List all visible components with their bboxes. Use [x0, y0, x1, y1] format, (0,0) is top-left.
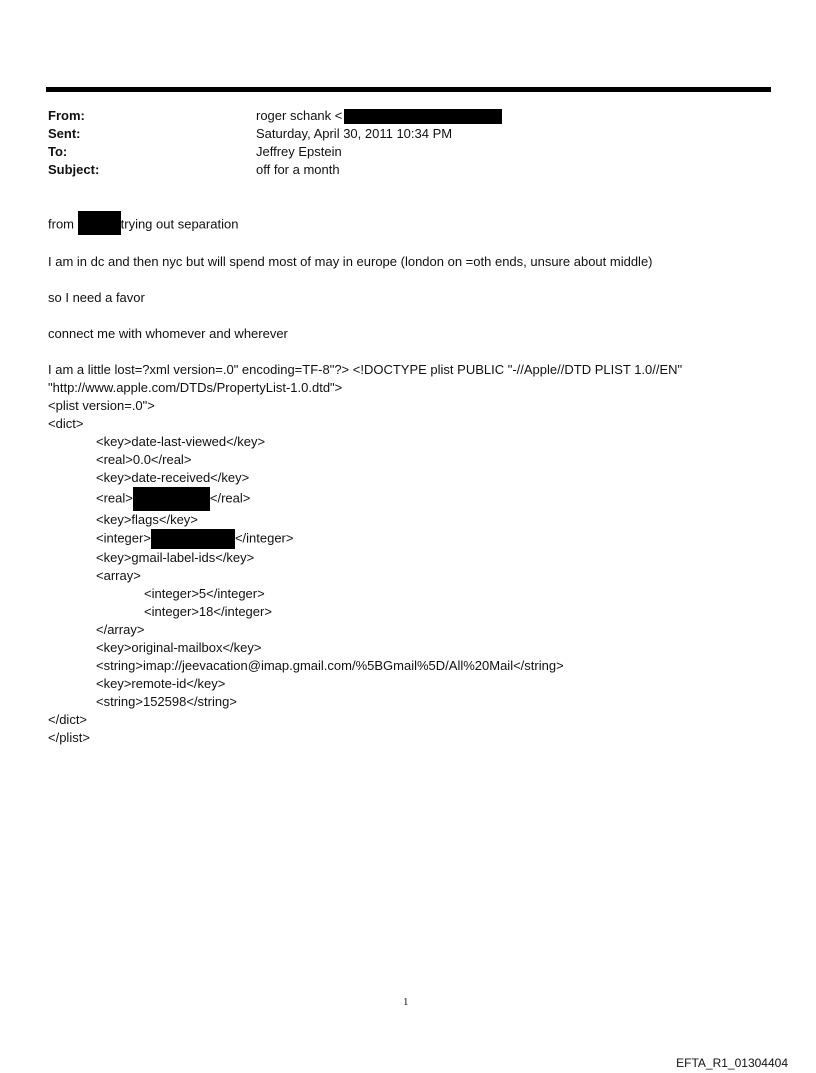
subject-value: off for a month — [256, 162, 340, 177]
plist-line: <real>0.0</real> — [96, 452, 192, 467]
sent-value: Saturday, April 30, 2011 10:34 PM — [256, 126, 453, 141]
plist-line: <integer>18</integer> — [144, 604, 272, 619]
plist-line — [48, 487, 778, 511]
p1-end: trying out separation — [120, 216, 239, 232]
plist-line: <integer>5</integer> — [144, 586, 265, 601]
integer-close: </integer> — [234, 530, 294, 546]
email-body — [48, 215, 778, 747]
subject-label: Subject: — [48, 162, 100, 177]
plist-line: <array> — [96, 568, 141, 583]
plist-line: I am a little lost=?xml version=.0" encoding=TF-8"?> <!DOCTYPE plist PUBLIC "-//Apple//DTD PLIST 1.0//EN" — [48, 362, 683, 377]
to-label: To: — [48, 144, 68, 159]
subject-row — [48, 161, 748, 179]
plist-block — [48, 361, 778, 747]
plist-line: <key>remote-id</key> — [96, 676, 226, 691]
from-value — [256, 107, 748, 125]
plist-line: <string>152598</string> — [96, 694, 237, 709]
redaction-box — [151, 529, 235, 549]
header-rule — [46, 87, 771, 92]
redaction-box — [344, 109, 502, 124]
plist-line: </plist> — [48, 730, 90, 745]
integer-open: <integer> — [96, 530, 151, 546]
plist-line: </array> — [96, 622, 145, 637]
plist-line: <dict> — [48, 416, 84, 431]
plist-line: <plist version=.0"> — [48, 398, 155, 413]
plist-line: <key>flags</key> — [96, 512, 198, 527]
bates-number: EFTA_R1_01304404 — [676, 1056, 788, 1070]
to-row — [48, 143, 748, 161]
from-row — [48, 107, 748, 125]
paragraph-3: so I need a favor — [48, 290, 145, 305]
plist-line — [48, 529, 778, 549]
plist-line: <key>date-received</key> — [96, 470, 250, 485]
redaction-box — [133, 487, 210, 511]
from-name: roger schank < — [256, 108, 343, 123]
plist-line: <key>gmail-label-ids</key> — [96, 550, 255, 565]
to-value: Jeffrey Epstein — [256, 144, 342, 159]
plist-line: </dict> — [48, 712, 88, 727]
sent-label: Sent: — [48, 126, 81, 141]
p1-start: from — [48, 216, 78, 232]
redaction-box — [78, 211, 121, 235]
paragraph-4: connect me with whomever and wherever — [48, 326, 288, 341]
page-number: 1 — [403, 996, 409, 1008]
from-label: From: — [48, 108, 85, 123]
plist-line: <key>date-last-viewed</key> — [96, 434, 266, 449]
plist-line: "http://www.apple.com/DTDs/PropertyList-1.0.dtd"> — [48, 380, 343, 395]
real-open: <real> — [96, 490, 133, 506]
plist-line: <string>imap://jeevacation@imap.gmail.com/%5BGmail%5D/All%20Mail</string> — [96, 658, 564, 673]
sent-row — [48, 125, 748, 143]
paragraph-1 — [48, 215, 778, 235]
email-header — [48, 107, 748, 179]
plist-line: <key>original-mailbox</key> — [96, 640, 262, 655]
paragraph-2: I am in dc and then nyc but will spend most of may in europe (london on =oth ends, unsure about middle) — [48, 254, 653, 269]
real-close: </real> — [209, 490, 251, 506]
